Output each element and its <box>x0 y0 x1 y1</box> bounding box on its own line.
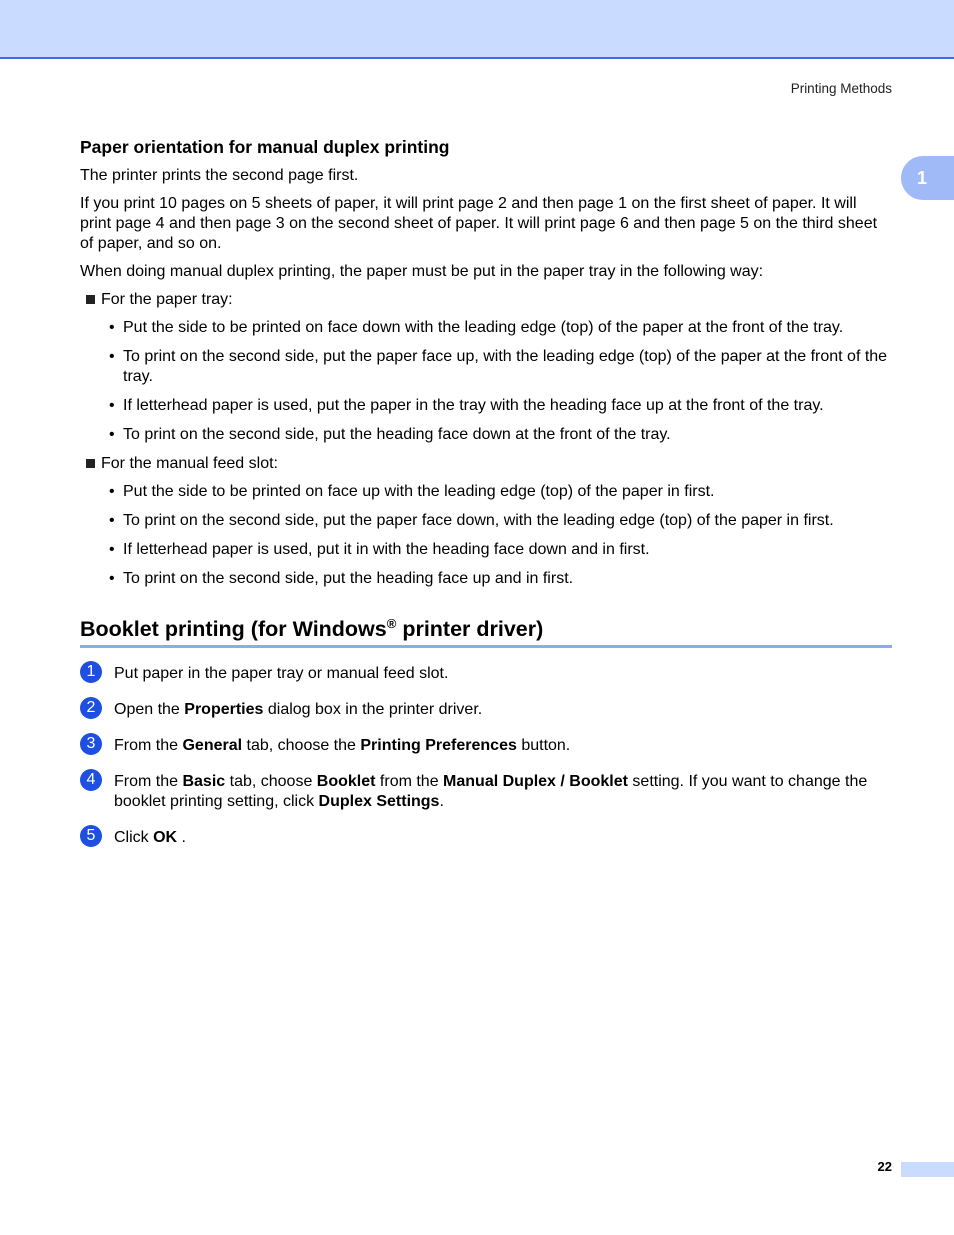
step-text: from the <box>375 773 444 790</box>
list-item <box>80 318 892 338</box>
bullet-icon: • <box>109 348 115 365</box>
step-text: Open the <box>114 701 185 718</box>
bullet-icon: • <box>109 541 115 558</box>
step-5 <box>80 828 892 848</box>
step-text: Click <box>114 829 154 846</box>
bullet-icon: • <box>109 483 115 500</box>
ui-term: Basic <box>182 773 226 790</box>
step-1 <box>80 664 892 684</box>
square-bullet-icon <box>86 295 95 304</box>
list-item-text: Put the side to be printed on face down with the leading edge (top) of the paper at the front of the tray. <box>123 319 844 336</box>
paper-tray-sublist <box>80 318 892 445</box>
step-4 <box>80 772 892 812</box>
step-text: tab, choose the <box>242 737 361 754</box>
list-item <box>80 540 892 560</box>
bullet-icon: • <box>109 319 115 336</box>
list-item-text: To print on the second side, put the paper face down, with the leading edge (top) of the paper in first. <box>123 512 834 529</box>
step-text: button. <box>516 737 571 754</box>
step-number-icon: 3 <box>80 733 102 755</box>
step-number-icon: 2 <box>80 697 102 719</box>
chapter-tab <box>901 156 954 200</box>
orientation-heading: Paper orientation for manual duplex printing <box>80 137 450 157</box>
square-bullet-icon <box>86 459 95 468</box>
step-text: tab, choose <box>225 773 317 790</box>
ui-term: Duplex Settings <box>318 793 440 810</box>
list-item <box>80 482 892 502</box>
step-text: From the <box>114 737 183 754</box>
list-item <box>80 347 892 387</box>
bullet-icon: • <box>109 426 115 443</box>
step-number-icon: 4 <box>80 769 102 791</box>
step-text: Put paper in the paper tray or manual feed slot. <box>114 665 449 682</box>
list-item <box>80 396 892 416</box>
bullet-icon: • <box>109 512 115 529</box>
step-text: setting. If you want to change the booklet printing setting, click <box>114 773 868 810</box>
ui-term: Manual Duplex / Booklet <box>443 773 628 790</box>
ui-term: Properties <box>184 701 264 718</box>
ui-term: OK <box>153 829 178 846</box>
booklet-section-heading <box>80 615 892 648</box>
list-item-text: To print on the second side, put the heading face up and in first. <box>123 570 574 587</box>
paragraph: When doing manual duplex printing, the paper must be put in the paper tray in the following way: <box>80 263 764 280</box>
bullet-icon: • <box>109 397 115 414</box>
header-band <box>0 0 954 59</box>
page-number: 22 <box>877 1159 892 1174</box>
step-number-icon: 5 <box>80 825 102 847</box>
page-content <box>80 136 892 864</box>
list-item <box>80 511 892 531</box>
ui-term: General <box>182 737 243 754</box>
booklet-steps <box>80 664 892 848</box>
list-item-text: If letterhead paper is used, put it in with the heading face down and in first. <box>123 541 650 558</box>
bullet-icon: • <box>109 570 115 587</box>
step-text: . <box>439 793 444 810</box>
list-label: For the manual feed slot: <box>101 455 278 472</box>
ui-term: Booklet <box>316 773 376 790</box>
chapter-number: 1 <box>917 167 928 188</box>
list-item-text: Put the side to be printed on face up with the leading edge (top) of the paper in first. <box>123 483 715 500</box>
step-number-icon: 1 <box>80 661 102 683</box>
manual-feed-sublist <box>80 482 892 589</box>
step-text: From the <box>114 773 183 790</box>
paragraph: The printer prints the second page first. <box>80 167 359 184</box>
list-item <box>80 569 892 589</box>
heading-text: Booklet printing (for Windows <box>80 617 387 641</box>
list-item-text: To print on the second side, put the heading face down at the front of the tray. <box>123 426 671 443</box>
list-item-text: To print on the second side, put the paper face up, with the leading edge (top) of the paper at the front of the tray. <box>123 348 888 385</box>
heading-text: printer driver) <box>396 617 544 641</box>
ui-term: Printing Preferences <box>360 737 517 754</box>
step-3 <box>80 736 892 756</box>
running-header: Printing Methods <box>790 81 892 96</box>
list-item-paper-tray <box>80 290 892 310</box>
step-2 <box>80 700 892 720</box>
paragraph: If you print 10 pages on 5 sheets of paper, it will print page 2 and then page 1 on the first sheet of paper. It will print page 4 and then page 3 on the second sheet of paper. It will print page 6 and then page 5 on the third sheet of paper, and so on. <box>80 195 878 252</box>
step-text: dialog box in the printer driver. <box>263 701 483 718</box>
step-text: . <box>177 829 186 846</box>
registered-mark: ® <box>386 616 397 631</box>
list-item-text: If letterhead paper is used, put the paper in the tray with the heading face up at the front of the tray. <box>123 397 824 414</box>
list-item <box>80 425 892 445</box>
list-label: For the paper tray: <box>101 291 233 308</box>
list-item-manual-feed <box>80 454 892 474</box>
footer-bar <box>901 1162 954 1177</box>
